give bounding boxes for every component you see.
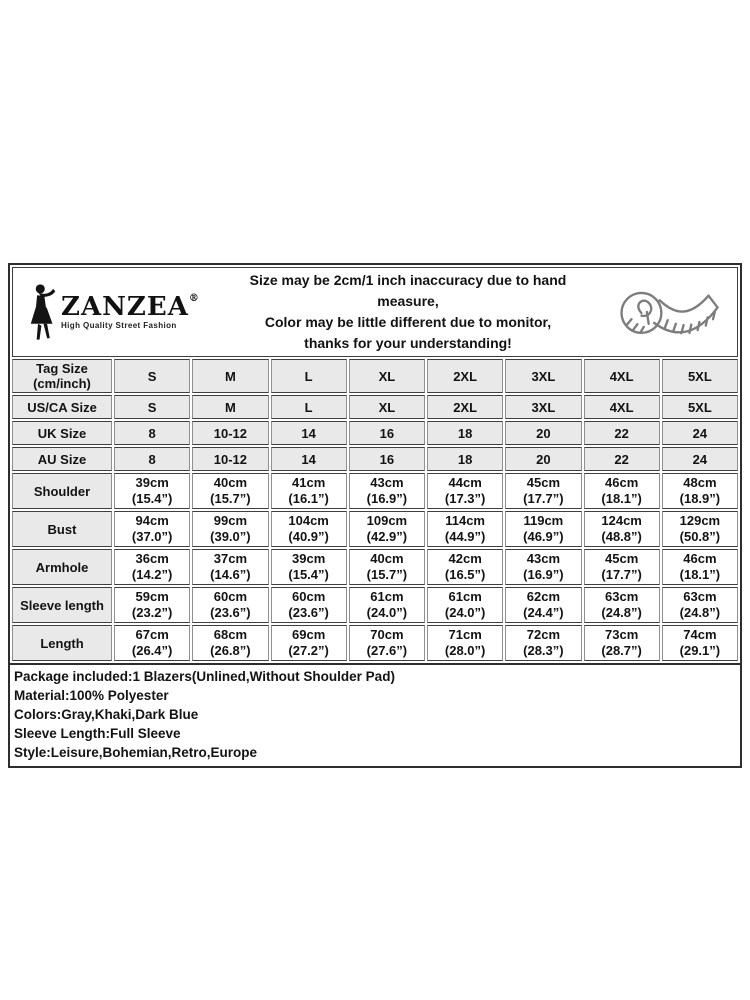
size-cell: 16 — [349, 421, 425, 445]
measure-cell: 104cm (40.9”) — [271, 511, 347, 547]
measure-cell: 99cm (39.0”) — [192, 511, 268, 547]
measuring-tape-illustration — [599, 283, 731, 341]
size-cell: XL — [349, 359, 425, 393]
size-cell: 20 — [505, 447, 581, 471]
measure-cell: 67cm (26.4”) — [114, 625, 190, 661]
measure-cell: 43cm (16.9”) — [505, 549, 581, 585]
size-cell: S — [114, 359, 190, 393]
size-cell: 10-12 — [192, 421, 268, 445]
registered-mark: ® — [188, 293, 200, 304]
size-cell: 10-12 — [192, 447, 268, 471]
measure-cell: 74cm (29.1”) — [662, 625, 738, 661]
measure-cell: 40cm (15.7”) — [349, 549, 425, 585]
disclaimer-line: thanks for your understanding! — [304, 335, 512, 351]
measure-cell: 129cm (50.8”) — [662, 511, 738, 547]
size-cell: 20 — [505, 421, 581, 445]
row-label-shoulder: Shoulder — [12, 473, 112, 509]
tag-size-row — [12, 359, 738, 393]
measure-cell: 61cm (24.0”) — [349, 587, 425, 623]
measure-cell: 45cm (17.7”) — [584, 549, 660, 585]
woman-figure-icon — [27, 283, 59, 341]
au-size-row — [12, 447, 738, 471]
measure-cell: 63cm (24.8”) — [662, 587, 738, 623]
measure-cell: 62cm (24.4”) — [505, 587, 581, 623]
measure-cell: 60cm (23.6”) — [271, 587, 347, 623]
usca-size-row — [12, 395, 738, 419]
size-cell: 24 — [662, 447, 738, 471]
measure-cell: 73cm (28.7”) — [584, 625, 660, 661]
measure-cell: 37cm (14.6”) — [192, 549, 268, 585]
detail-colors: Colors:Gray,Khaki,Dark Blue — [14, 707, 199, 722]
size-cell: 24 — [662, 421, 738, 445]
row-label-tag-size: Tag Size (cm/inch) — [12, 359, 112, 393]
size-cell: L — [271, 395, 347, 419]
brand-header-cell — [12, 267, 738, 357]
size-cell: 14 — [271, 421, 347, 445]
size-cell: M — [192, 395, 268, 419]
bust-row — [12, 511, 738, 547]
row-label-bust: Bust — [12, 511, 112, 547]
armhole-row — [12, 549, 738, 585]
sleeve-length-row — [12, 587, 738, 623]
size-cell: 4XL — [584, 395, 660, 419]
measure-cell: 46cm (18.1”) — [662, 549, 738, 585]
size-cell: M — [192, 359, 268, 393]
measure-cell: 60cm (23.6”) — [192, 587, 268, 623]
size-cell: 22 — [584, 447, 660, 471]
size-cell: S — [114, 395, 190, 419]
size-cell: 16 — [349, 447, 425, 471]
measure-cell: 48cm (18.9”) — [662, 473, 738, 509]
size-cell: 2XL — [427, 395, 503, 419]
detail-style: Style:Leisure,Bohemian,Retro,Europe — [14, 745, 258, 760]
size-cell: L — [271, 359, 347, 393]
row-label-au-size: AU Size — [12, 447, 112, 471]
size-cell: XL — [349, 395, 425, 419]
measure-cell: 109cm (42.9”) — [349, 511, 425, 547]
measure-cell: 43cm (16.9”) — [349, 473, 425, 509]
size-cell: 14 — [271, 447, 347, 471]
brand-name: ZANZEA — [61, 292, 189, 322]
size-cell: 8 — [114, 421, 190, 445]
size-cell: 18 — [427, 447, 503, 471]
measure-cell: 70cm (27.6”) — [349, 625, 425, 661]
measure-cell: 44cm (17.3”) — [427, 473, 503, 509]
measuring-tape-icon — [604, 283, 726, 341]
disclaimer-line: Size may be 2cm/1 inch inaccuracy due to hand measure, — [249, 272, 567, 309]
size-cell: 3XL — [505, 359, 581, 393]
measure-cell: 36cm (14.2”) — [114, 549, 190, 585]
size-cell: 22 — [584, 421, 660, 445]
measure-cell: 46cm (18.1”) — [584, 473, 660, 509]
measure-cell: 39cm (15.4”) — [114, 473, 190, 509]
length-row — [12, 625, 738, 661]
size-cell: 18 — [427, 421, 503, 445]
shoulder-row — [12, 473, 738, 509]
measure-cell: 59cm (23.2”) — [114, 587, 190, 623]
row-label-length: Length — [12, 625, 112, 661]
size-cell: 4XL — [584, 359, 660, 393]
detail-material: Material:100% Polyester — [14, 688, 169, 703]
uk-size-row — [12, 421, 738, 445]
size-chart-table — [8, 263, 742, 665]
row-label-armhole: Armhole — [12, 549, 112, 585]
detail-package-included: Package included:1 Blazers(Unlined,Without Shoulder Pad) — [14, 669, 395, 684]
size-cell: 2XL — [427, 359, 503, 393]
size-chart-sheet — [8, 263, 742, 768]
measure-cell: 63cm (24.8”) — [584, 587, 660, 623]
measure-cell: 69cm (27.2”) — [271, 625, 347, 661]
brand-tagline: High Quality Street Fashion — [61, 321, 177, 330]
detail-sleeve-length: Sleeve Length:Full Sleeve — [14, 726, 181, 741]
row-label-uk-size: UK Size — [12, 421, 112, 445]
measure-cell: 124cm (48.8”) — [584, 511, 660, 547]
size-cell: 3XL — [505, 395, 581, 419]
brand-header-row — [12, 267, 738, 357]
row-label-usca-size: US/CA Size — [12, 395, 112, 419]
size-cell: 8 — [114, 447, 190, 471]
measure-cell: 45cm (17.7”) — [505, 473, 581, 509]
measure-cell: 39cm (15.4”) — [271, 549, 347, 585]
disclaimer-line: Color may be little different due to monitor, — [264, 314, 552, 330]
measure-cell: 94cm (37.0”) — [114, 511, 190, 547]
measure-cell: 114cm (44.9”) — [427, 511, 503, 547]
measure-cell: 68cm (26.8”) — [192, 625, 268, 661]
measure-cell: 40cm (15.7”) — [192, 473, 268, 509]
measure-disclaimer — [217, 270, 599, 354]
size-cell: 5XL — [662, 395, 738, 419]
product-details — [8, 665, 742, 768]
size-cell: 5XL — [662, 359, 738, 393]
measure-cell: 61cm (24.0”) — [427, 587, 503, 623]
measure-cell: 119cm (46.9”) — [505, 511, 581, 547]
brand-logo — [19, 283, 217, 341]
measure-cell: 72cm (28.3”) — [505, 625, 581, 661]
measure-cell: 42cm (16.5”) — [427, 549, 503, 585]
measure-cell: 71cm (28.0”) — [427, 625, 503, 661]
measure-cell: 41cm (16.1”) — [271, 473, 347, 509]
brand-wordmark — [61, 294, 200, 320]
row-label-sleeve-length: Sleeve length — [12, 587, 112, 623]
